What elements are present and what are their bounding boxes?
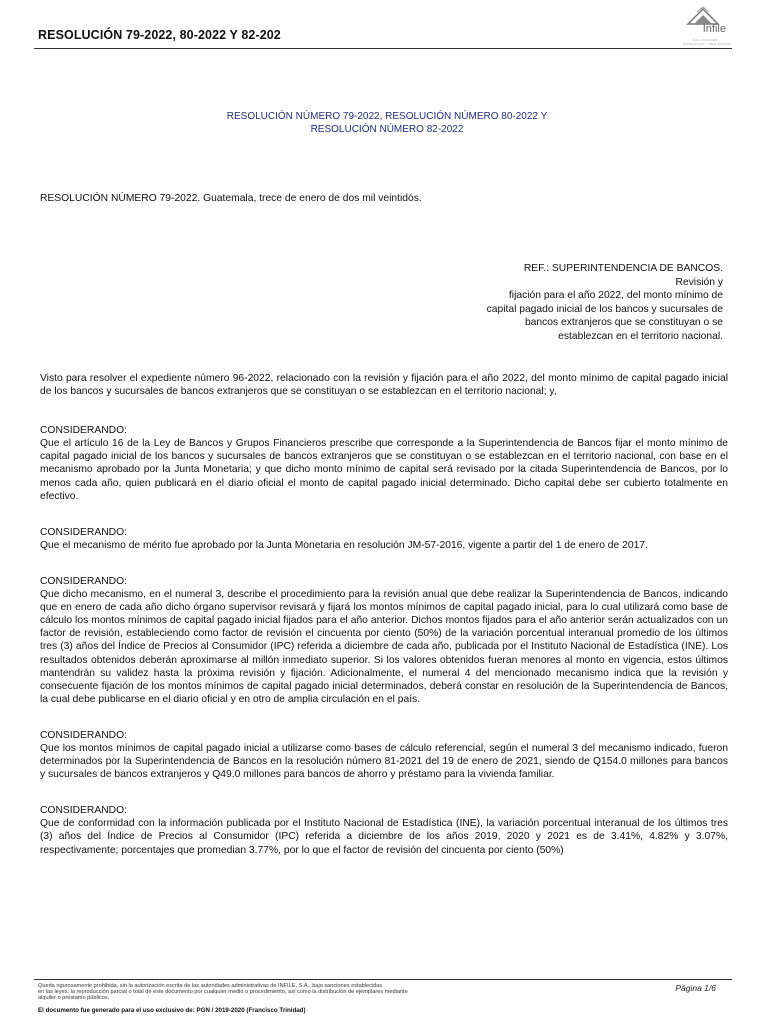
footer-legal-notice <box>38 983 558 1001</box>
considerando-label: CONSIDERANDO: <box>40 526 127 538</box>
considerando-text: Que el artículo 16 de la Ley de Bancos y Grupos Financieros prescribe que corresponde a la Superintendencia de Bancos fijar el monto mínimo de capital pagado inicial de los bancos y sucursales de bancos extranjeros que se constituyan o se establezcan en el territorio nacional, con base en el mecanismo aprobado por la Junta Monetaria; y que dicho monto mínimo de capital será revisado por la citada Superintendencia de Bancos, por lo menos cada año, quien publicará en el diario oficial el monto de capital pagado inicial determinado. Dicho capital debe ser cubierto totalmente en efectivo. <box>40 438 728 502</box>
page-number: Página 1/6 <box>675 983 716 993</box>
considerando-label: CONSIDERANDO: <box>40 805 127 817</box>
considerando-section <box>40 804 728 856</box>
page-header <box>38 14 732 48</box>
infile-logo <box>682 6 732 50</box>
considerando-section <box>40 526 728 552</box>
header-divider <box>34 48 732 49</box>
considerando-label: CONSIDERANDO: <box>40 425 127 437</box>
considerando-section <box>40 424 728 503</box>
resolution-intro: RESOLUCIÓN NÚMERO 79-2022. Guatemala, trece de enero de dos mil veintidós. <box>40 193 422 204</box>
ref-line: bancos extranjeros que se constituyan o se <box>524 317 723 328</box>
considerando-label: CONSIDERANDO: <box>40 729 127 741</box>
ref-line: establezcan en el territorio nacional. <box>558 330 723 342</box>
ref-line: fijación para el año 2022, del monto mínimo de <box>508 290 723 301</box>
considerando-text: Que el mecanismo de mérito fue aprobado por la Junta Monetaria en resolución JM-57-2016, vigente a partir del 1 de enero de 2017. <box>40 539 648 551</box>
ref-line: REF.: SUPERINTENDENCIA DE BANCOS. <box>523 263 723 274</box>
considerando-section <box>40 729 728 781</box>
footer-divider <box>34 979 732 980</box>
considerando-text: Que los montos mínimos de capital pagado inicial a utilizarse como bases de cálculo referencial, según el numeral 3 del mecanismo indicado, fueron determinados por la Superintendencia de Bancos en la resolución número 81-2021 del 19 de enero de 2021, siendo de Q154.0 millones para bancos y sucursales de bancos extranjeros y Q49.0 millones para bancos de ahorro y préstamo para la vivienda familiar. <box>40 742 728 781</box>
legal-line: Queda rigurosamente prohibida, sin la autorización escrita de las autoridades administrativas de INFILE, S.A., bajo sanciones establecidas <box>38 983 383 989</box>
document-body <box>40 372 728 857</box>
heading-line-2: RESOLUCIÓN NÚMERO 82-2022 <box>310 124 464 135</box>
visto-paragraph: Visto para resolver el expediente número 96-2022, relacionado con la revisión y fijación para el año 2022, del monto mínimo de capital pagado inicial de los bancos y sucursales de bancos extranjeros que se constituyan o se establezcan en el territorio nacional; y, <box>40 373 728 398</box>
considerando-section <box>40 575 728 706</box>
header-title: RESOLUCIÓN 79-2022, 80-2022 Y 82-202 <box>38 28 281 42</box>
ref-line: capital pagado inicial de los bancos y sucursales de <box>486 303 723 315</box>
legal-line: alquiler o préstamo públicos. <box>38 995 110 1001</box>
considerando-text: Que dicho mecanismo, en el numeral 3, describe el procedimiento para la revisión anual que debe realizar la Superintendencia de Bancos, indicando que en enero de cada año dicho órgano supervisor revisará y fijará los montos mínimos de capital pagado inicial, para lo cual utilizará como base de cálculo los montos mínimos de capital pagado inicial fijados para el año anterior. Dichos montos fijados para el año anterior serán actualizados con un factor de revisión, estableciendo como factor de revisión el cincuenta por ciento (50%) de la variación porcentual interanual promedio de los últimos tres (3) años del Índice de Precios al Consumidor (IPC) referida a diciembre de cada año, publicada por el Instituto Nacional de Estadística (INE). Los resultados obtenidos deberán aproximarse al millón inmediato superior. Si los valores obtenidos fueran menores al monto en vigencia, estos últimos mantendrán su validez hasta la próxima revisión y fijación. Adicionalmente, el numeral 4 del mencionado mecanismo indica que la revisión y consecuente fijación de los montos mínimos de capital pagado inicial determinados, deberá constar en resolución de la Superintendencia de Bancos, la cual debe publicarse en el diario oficial y en otro de amplia circulación en el país. <box>40 589 728 705</box>
heading-line-1: RESOLUCIÓN NÚMERO 79-2022, RESOLUCIÓN NÚMERO 80-2022 Y <box>226 111 548 122</box>
logo-tagline: SOLUCIONES · CONFIANZA · SEGURIDAD <box>682 38 732 46</box>
document-heading <box>40 110 734 136</box>
exclusive-use-notice: El documento fue generado para el uso exclusivo de: PGN / 2019-2020 (Francisco Trinidad) <box>38 1007 306 1014</box>
logo-text: Infile <box>702 23 726 35</box>
considerando-text: Que de conformidad con la información publicada por el Instituto Nacional de Estadística (INE), la variación porcentual interanual de los últimos tres (3) años del Índice de Precios al Consumidor (IPC) referida a diciembre de los años 2019, 2020 y 2021 es de 3.41%, 4.82% y 3.07%, respectivamente; porcentajes que promedian 3.77%, por lo que el factor de revisión del cincuenta por ciento (50%) <box>40 818 728 856</box>
considerando-label: CONSIDERANDO: <box>40 575 127 587</box>
ref-line: Revisión y <box>675 276 723 288</box>
legal-line: en las leyes; la reproducción parcial o total de este documento por cualquier medio o procedimiento, así como la distribución de ejemplares mediante <box>38 989 408 995</box>
reference-block <box>420 262 723 343</box>
